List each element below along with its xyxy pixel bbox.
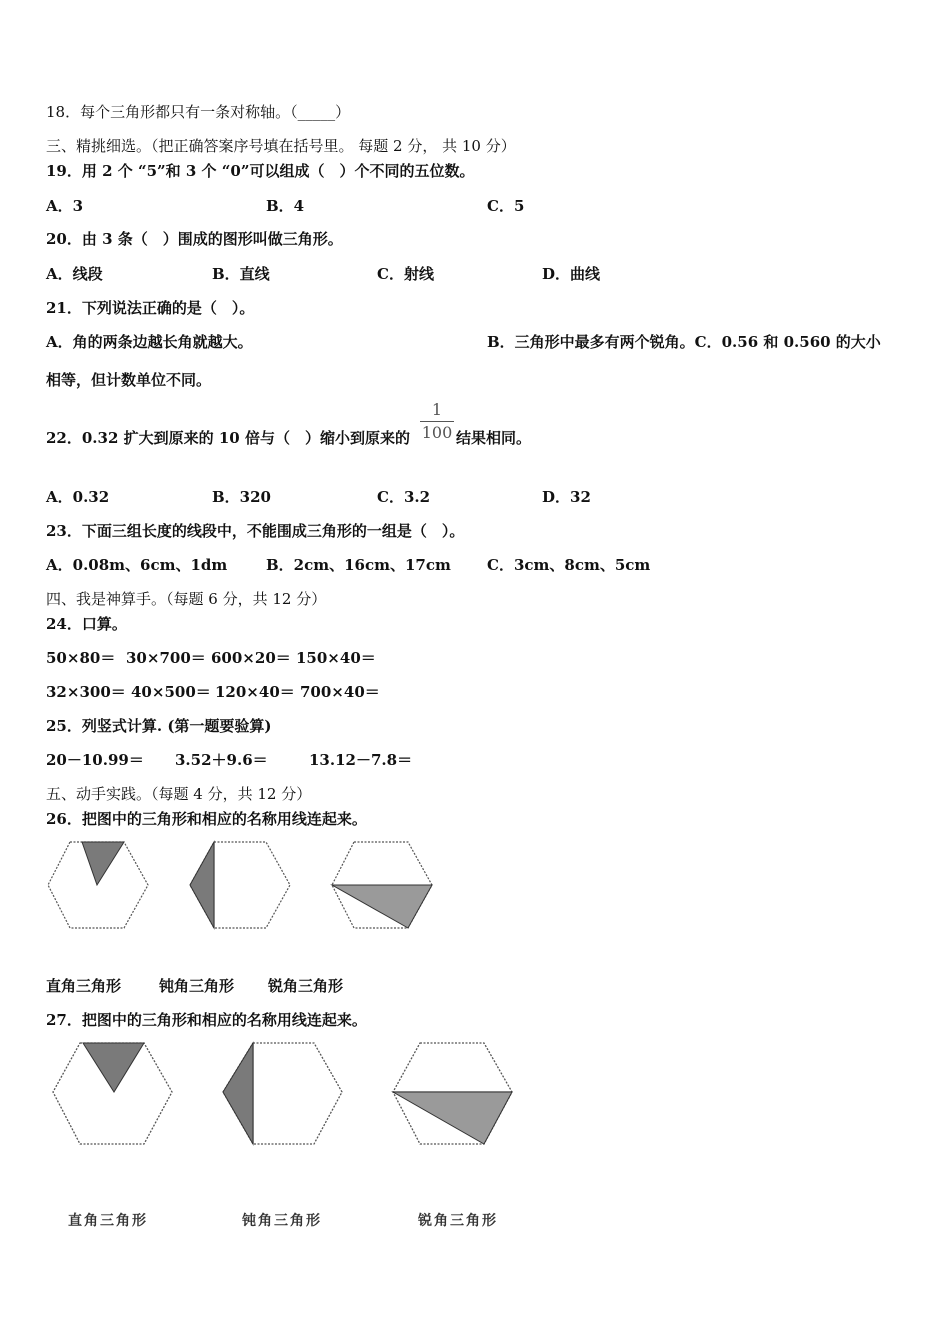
q24-item-3: 600×20＝ <box>211 649 291 667</box>
q19-option-b: B．4 <box>266 197 305 215</box>
question-26-stem: 26．把图中的三角形和相应的名称用线连起来。 <box>46 810 367 828</box>
q26-label-acute: 锐角三角形 <box>268 977 344 995</box>
fraction-bar <box>420 421 454 422</box>
q22-option-c: C．3.2 <box>377 488 431 506</box>
q24-item-2: 30×700＝ <box>126 649 206 667</box>
q26-label-obtuse: 钝角三角形 <box>159 977 235 995</box>
q26-hexagon-acute <box>44 838 154 934</box>
q24-item-8: 700×40＝ <box>300 683 380 701</box>
q23-option-a: A．0.08m、6cm、1dm <box>46 556 228 574</box>
q25-item-2: 3.52＋9.6＝ <box>175 751 268 769</box>
q27-label-right: 直角三角形 <box>68 1213 148 1229</box>
question-18: 18．每个三角形都只有一条对称轴。（_____） <box>46 103 351 121</box>
q21-continuation: 相等，但计数单位不同。 <box>46 371 212 389</box>
fraction-denominator: 100 <box>421 423 453 442</box>
q22-option-a: A．0.32 <box>46 488 110 506</box>
q25-item-1: 20－10.99＝ <box>46 751 144 769</box>
question-22-stem: 22．0.32 扩大到原来的 10 倍与（ ）缩小到原来的 <box>46 429 410 447</box>
question-23-stem: 23．下面三组长度的线段中，不能围成三角形的一组是（ ）。 <box>46 522 465 540</box>
q24-item-5: 32×300＝ <box>46 683 126 701</box>
q26-hexagon-obtuse <box>328 838 438 934</box>
q26-label-right: 直角三角形 <box>46 977 122 995</box>
q25-item-3: 13.12－7.8＝ <box>309 751 413 769</box>
question-24-stem: 24．口算。 <box>46 615 127 633</box>
question-25-stem: 25．列竖式计算. (第一题要验算) <box>46 717 272 735</box>
question-19-stem: 19．用 2 个 “5”和 3 个 “0”可以组成（ ）个不同的五位数。 <box>46 162 475 180</box>
section-4-heading: 四、我是神算手。（每题 6 分，共 12 分） <box>46 590 327 608</box>
q23-option-c: C．3cm、8cm、5cm <box>487 556 651 574</box>
q24-item-4: 150×40＝ <box>296 649 376 667</box>
question-21-stem: 21．下列说法正确的是（ ）。 <box>46 299 255 317</box>
q21-option-a: A．角的两条边越长角就越大。 <box>46 333 253 351</box>
fraction-numerator: 1 <box>431 400 443 419</box>
question-22-stem-end: 结果相同。 <box>456 429 532 447</box>
q19-option-c: C．5 <box>487 197 525 215</box>
q27-label-acute: 锐角三角形 <box>418 1213 498 1229</box>
q21-option-bc: B．三角形中最多有两个锐角。C．0.56 和 0.560 的大小 <box>487 333 881 351</box>
q24-item-1: 50×80＝ <box>46 649 116 667</box>
question-20-stem: 20．由 3 条（ ）围成的图形叫做三角形。 <box>46 230 343 248</box>
q23-option-b: B．2cm、16cm、17cm <box>266 556 451 574</box>
q24-item-7: 120×40＝ <box>215 683 295 701</box>
q20-option-a: A．线段 <box>46 265 103 283</box>
question-27-stem: 27．把图中的三角形和相应的名称用线连起来。 <box>46 1011 367 1029</box>
section-3-heading: 三、精挑细选。（把正确答案序号填在括号里。 每题 2 分， 共 10 分） <box>46 137 516 155</box>
q19-option-a: A．3 <box>46 197 84 215</box>
q27-hexagon-acute <box>50 1040 176 1148</box>
q27-hexagon-obtuse <box>390 1040 516 1148</box>
section-5-heading: 五、动手实践。（每题 4 分，共 12 分） <box>46 785 312 803</box>
q24-item-6: 40×500＝ <box>131 683 211 701</box>
q22-option-d: D．32 <box>542 488 591 506</box>
q22-option-b: B．320 <box>212 488 271 506</box>
q20-option-b: B．直线 <box>212 265 270 283</box>
q27-hexagon-right <box>220 1040 346 1148</box>
q20-option-d: D．曲线 <box>542 265 601 283</box>
q20-option-c: C．射线 <box>377 265 434 283</box>
q26-hexagon-right <box>186 838 296 934</box>
fraction-one-hundredth <box>420 400 454 443</box>
q27-label-obtuse: 钝角三角形 <box>242 1213 322 1229</box>
